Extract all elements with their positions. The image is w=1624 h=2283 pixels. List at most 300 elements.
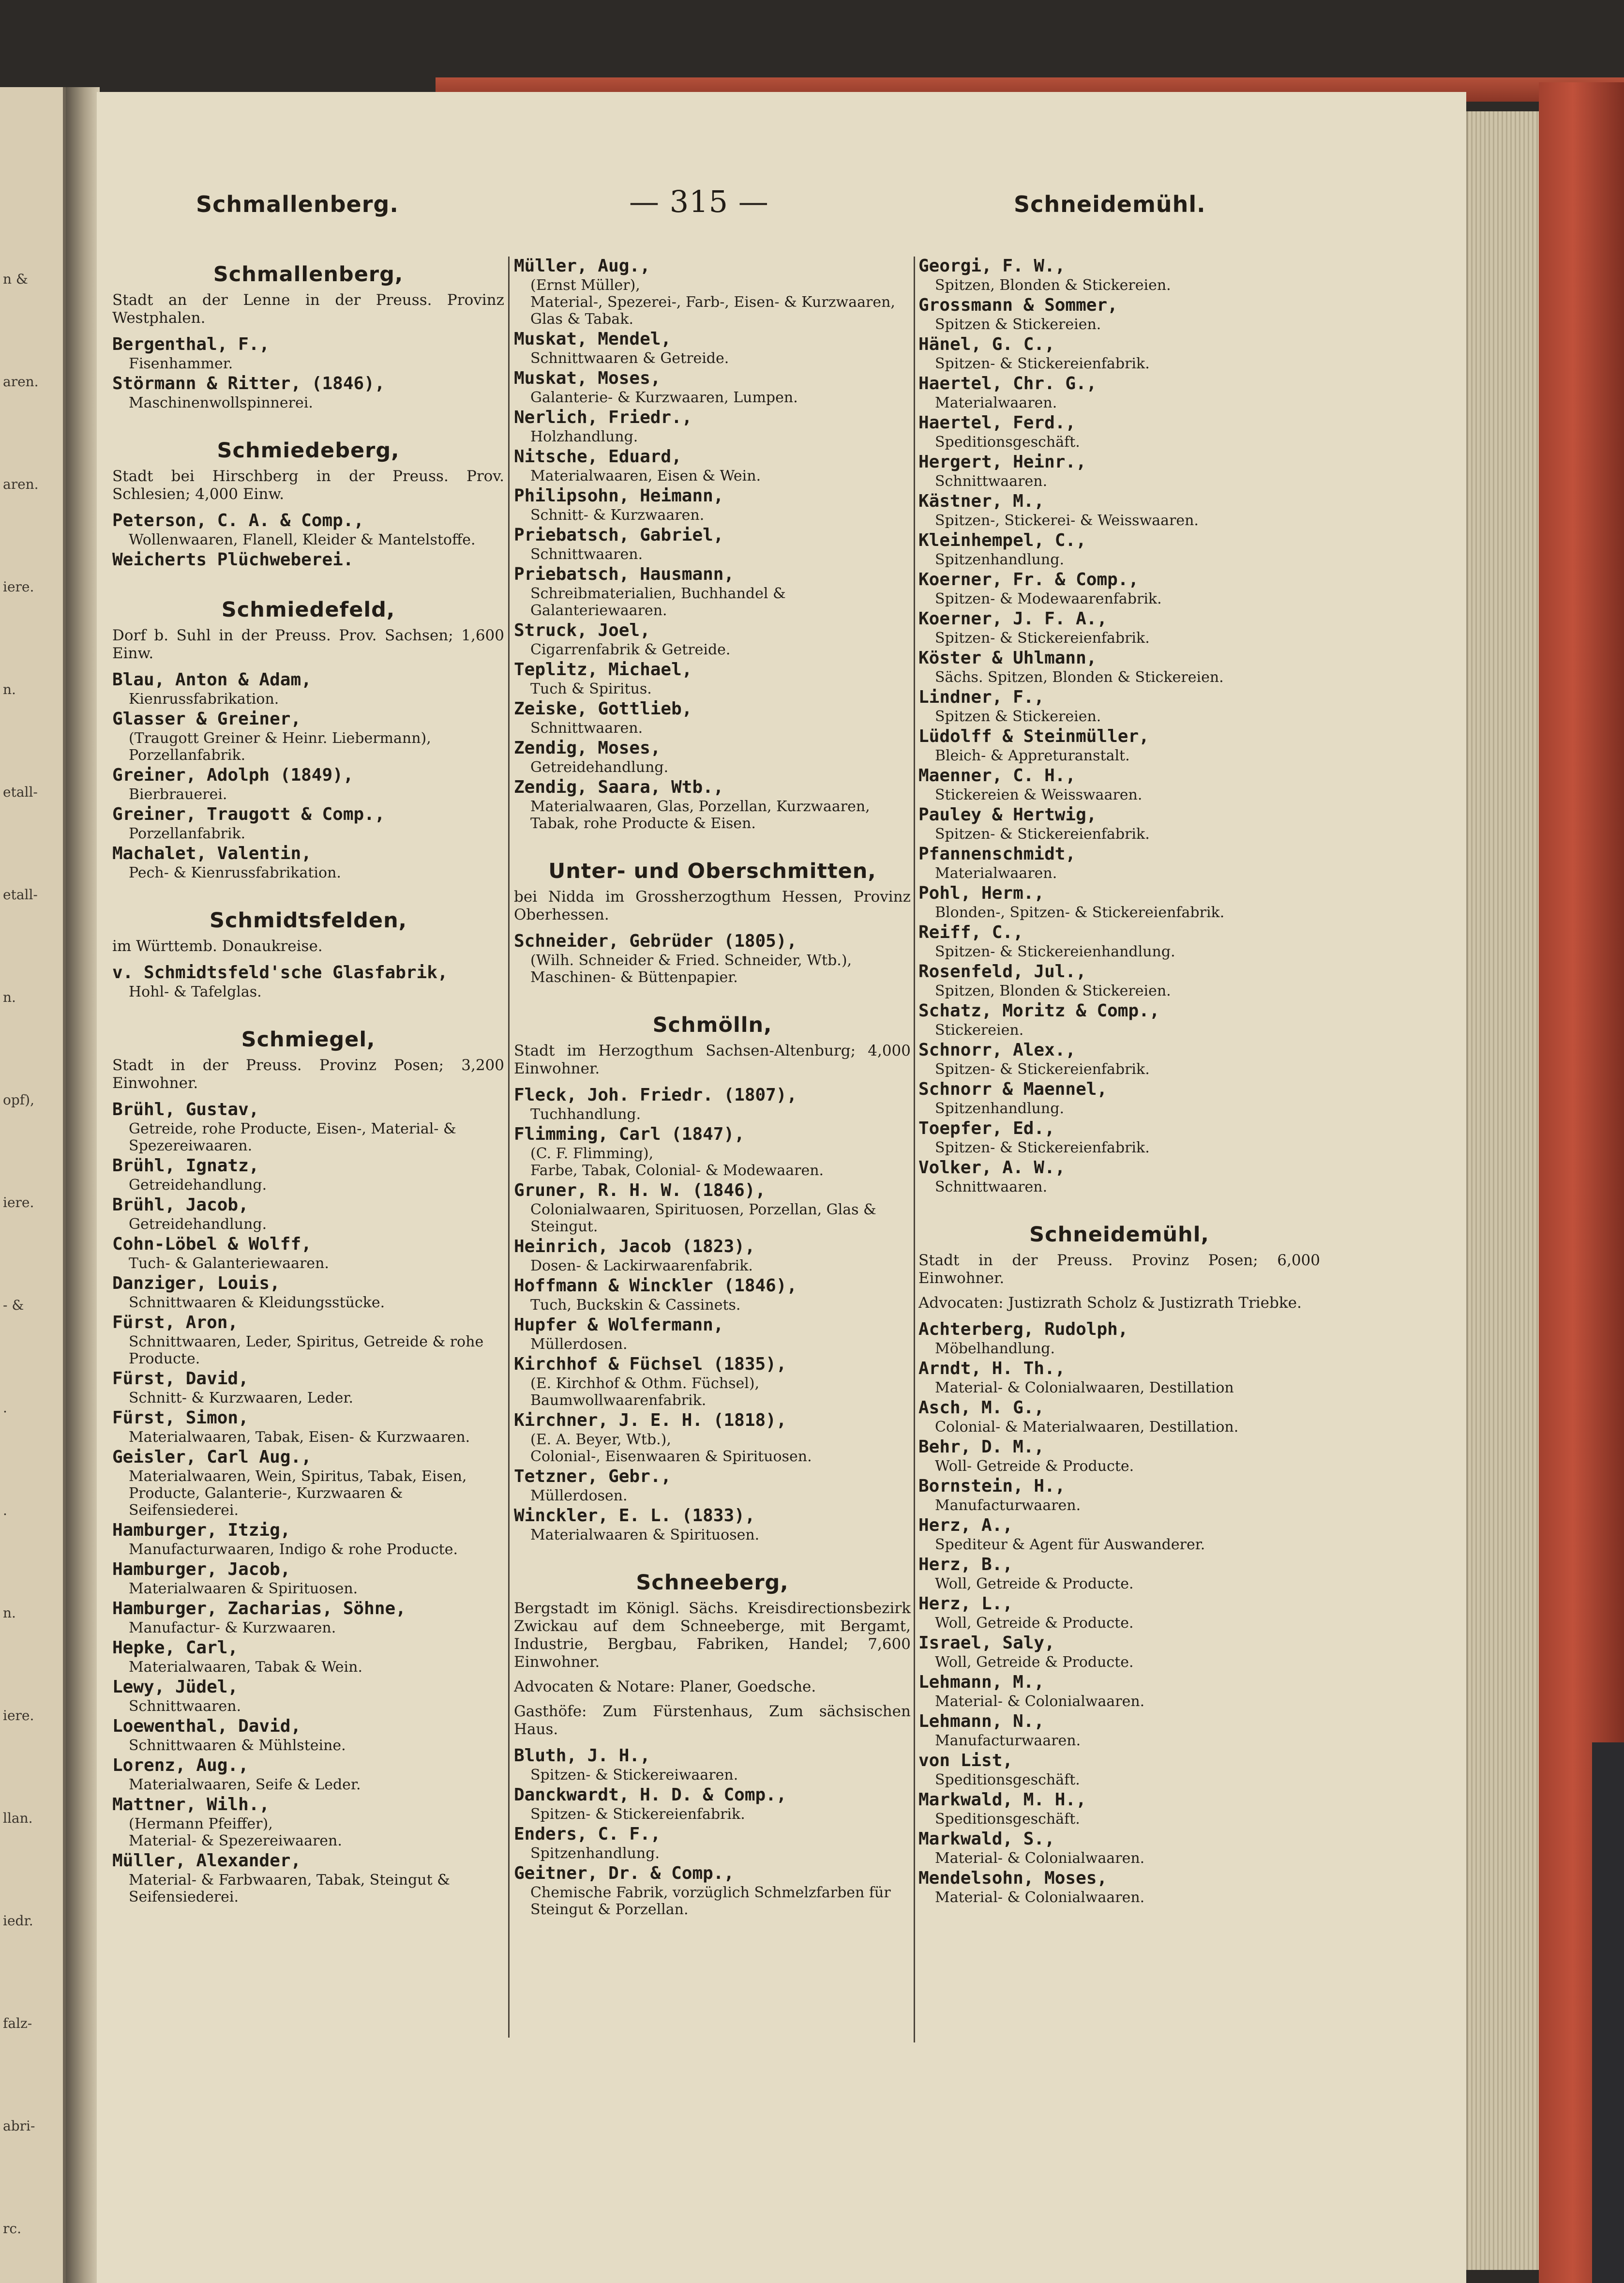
directory-entry — [918, 1436, 1320, 1475]
directory-entry — [112, 1677, 504, 1715]
entry-name: Tetzner, Gebr., — [514, 1467, 672, 1486]
directory-entry — [112, 669, 504, 708]
entry-detail: Materialwaaren & Spirituosen. — [530, 1527, 760, 1543]
directory-entry — [514, 1275, 911, 1314]
entry-name: Gruner, R. H. W. (1846), — [514, 1180, 766, 1200]
directory-entry — [918, 1711, 1320, 1749]
directory-entry — [112, 1850, 504, 1905]
directory-entry — [112, 1755, 504, 1793]
entry-detail: Material- & Colonialwaaren. — [935, 1693, 1145, 1710]
entry-name: Hamburger, Itzig, — [112, 1520, 291, 1540]
entry-detail: Material-, Spezerei-, Farb-, Eisen- & Kurzwaaren, Glas & Tabak. — [530, 294, 895, 328]
margin-fragment: rc. — [3, 2221, 21, 2237]
directory-entry — [514, 329, 911, 367]
entry-detail: Materialwaaren. — [935, 865, 1057, 882]
entry-detail: Schnittwaaren. — [530, 720, 643, 737]
town-description: Bergstadt im Königl. Sächs. Kreisdirectionsbezirk Zwickau auf dem Schneeberge, mit Bergamt, Industrie, Bergbau, Fabriken, Handel; 7,600 Einwohner. — [514, 1600, 911, 1671]
entry-name: Reiff, C., — [918, 922, 1023, 942]
entry-name: Enders, C. F., — [514, 1824, 661, 1844]
entry-detail: Schnittwaaren & Mühlsteine. — [129, 1737, 346, 1754]
entry-detail: Spitzen- & Stickereienfabrik. — [935, 630, 1150, 647]
entry-detail: Woll, Getreide & Producte. — [935, 1654, 1134, 1671]
section-spacer — [918, 1196, 1320, 1216]
entry-detail: Schnittwaaren. — [530, 546, 643, 563]
directory-entry — [514, 659, 911, 697]
entry-name: Georgi, F. W., — [918, 256, 1066, 276]
entry-name: Zeiske, Gottlieb, — [514, 699, 692, 719]
entry-detail: Speditionsgeschäft. — [935, 1811, 1080, 1828]
entry-name: Maenner, C. H., — [918, 766, 1076, 786]
directory-entry — [514, 1124, 911, 1179]
margin-fragment: aren. — [3, 374, 39, 390]
entry-detail: Manufactur- & Kurzwaaren. — [129, 1619, 336, 1636]
directory-entry — [918, 804, 1320, 843]
entry-name: Grossmann & Sommer, — [918, 295, 1118, 315]
entry-name: Greiner, Traugott & Comp., — [112, 804, 385, 824]
directory-entry — [112, 804, 504, 842]
entry-name: Greiner, Adolph (1849), — [112, 765, 354, 785]
directory-entry — [514, 407, 911, 445]
entry-detail: Müllerdosen. — [530, 1336, 628, 1353]
entry-detail: Woll, Getreide & Producte. — [935, 1575, 1134, 1592]
entry-detail: Spitzen & Stickereien. — [935, 708, 1101, 725]
facing-page-fragment — [0, 87, 66, 2283]
entry-name: Fleck, Joh. Friedr. (1807), — [514, 1085, 797, 1105]
entry-name: Herz, L., — [918, 1594, 1013, 1614]
entry-name: Philipsohn, Heimann, — [514, 486, 724, 506]
entry-name: Geisler, Carl Aug., — [112, 1447, 312, 1467]
directory-entry — [112, 1234, 504, 1272]
directory-entry — [918, 883, 1320, 921]
entry-name: Köster & Uhlmann, — [918, 648, 1097, 668]
entry-name: Bluth, J. H., — [514, 1746, 650, 1766]
entry-detail: Material- & Farbwaaren, Tabak, Steingut & Seifensiederei. — [129, 1872, 450, 1905]
entry-name: Zendig, Saara, Wtb., — [514, 777, 724, 797]
entry-detail: Spitzen-, Stickerei- & Weisswaaren. — [935, 512, 1199, 529]
entry-name: Hänel, G. C., — [918, 334, 1055, 354]
entry-detail: Möbelhandlung. — [935, 1340, 1055, 1357]
directory-entry — [112, 765, 504, 803]
margin-fragment: etall- — [3, 887, 38, 903]
town-heading: Schmölln, — [652, 1013, 772, 1037]
entry-name: Störmann & Ritter, (1846), — [112, 374, 385, 393]
entry-name: Kirchner, J. E. H. (1818), — [514, 1410, 787, 1430]
margin-fragment: . — [3, 1400, 7, 1416]
directory-entry — [918, 726, 1320, 764]
entry-detail: Schnittwaaren & Getreide. — [530, 350, 729, 367]
entry-detail: Schnittwaaren, Leder, Spiritus, Getreide & rohe Producte. — [129, 1333, 484, 1367]
entry-name: Pauley & Hertwig, — [918, 805, 1097, 825]
book-gutter — [66, 87, 100, 2283]
entry-detail: (Traugott Greiner & Heinr. Liebermann), — [129, 730, 431, 747]
entry-detail: Schnitt- & Kurzwaaren. — [530, 507, 705, 524]
entry-detail: Materialwaaren, Seife & Leder. — [129, 1776, 361, 1793]
entry-name: Priebatsch, Gabriel, — [514, 525, 724, 545]
entry-detail: Material- & Colonialwaaren, Destillation — [935, 1379, 1234, 1396]
entry-name: Lindner, F., — [918, 687, 1045, 707]
entry-detail: Holzhandlung. — [530, 428, 638, 445]
entry-detail: Hohl- & Tafelglas. — [129, 983, 262, 1000]
directory-entry — [514, 525, 911, 563]
margin-fragment: . — [3, 1502, 7, 1518]
directory-entry — [514, 1410, 911, 1465]
directory-entry — [514, 256, 911, 328]
entry-name: Israel, Saly, — [918, 1633, 1055, 1653]
directory-entry — [918, 1319, 1320, 1357]
entry-detail: Spitzen- & Modewaarenfabrik. — [935, 590, 1162, 607]
entry-detail: Colonialwaaren, Spirituosen, Porzellan, Glas & Steingut. — [530, 1201, 876, 1235]
entry-name: Teplitz, Michael, — [514, 660, 692, 680]
directory-entry — [514, 1315, 911, 1353]
entry-detail: Spediteur & Agent für Auswanderer. — [935, 1536, 1205, 1553]
entry-name: Brühl, Gustav, — [112, 1100, 259, 1119]
entry-detail: Materialwaaren & Spirituosen. — [129, 1580, 358, 1597]
directory-entry — [918, 1868, 1320, 1906]
entry-name: Toepfer, Ed., — [918, 1119, 1055, 1138]
entry-name: Asch, M. G., — [918, 1398, 1045, 1418]
directory-entry — [918, 922, 1320, 960]
entry-detail: Spitzen- & Stickereienfabrik. — [935, 1139, 1150, 1156]
directory-entry — [918, 569, 1320, 607]
town-notes: Advocaten & Notare: Planer, Goedsche. — [514, 1678, 816, 1695]
entry-name: Struck, Joel, — [514, 620, 650, 640]
directory-entry — [918, 491, 1320, 529]
town-heading: Schneidemühl, — [1029, 1223, 1209, 1247]
entry-name: Fürst, Aron, — [112, 1313, 239, 1332]
entry-name: Kirchhof & Füchsel (1835), — [514, 1354, 787, 1374]
margin-fragment: llan. — [3, 1810, 33, 1826]
entry-name: Haertel, Ferd., — [918, 413, 1076, 433]
entry-detail: (E. Kirchhof & Othm. Füchsel), — [530, 1375, 760, 1392]
directory-entry — [918, 765, 1320, 803]
section-spacer — [514, 833, 911, 852]
entry-name: Nerlich, Friedr., — [514, 408, 692, 427]
entry-detail: Material- & Colonialwaaren. — [935, 1850, 1145, 1867]
entry-detail: Dosen- & Lackirwaarenfabrik. — [530, 1257, 753, 1274]
section-spacer — [112, 412, 504, 432]
directory-entry — [514, 1505, 911, 1543]
entry-detail: Material- & Spezereiwaaren. — [129, 1832, 342, 1849]
directory-entry — [112, 1794, 504, 1849]
entry-name: Lüdolff & Steinmüller, — [918, 726, 1149, 746]
column-1 — [112, 256, 504, 1906]
entry-name: Geitner, Dr. & Comp., — [514, 1863, 735, 1883]
entry-name: Hergert, Heinr., — [918, 452, 1086, 472]
entry-name: Hepke, Carl, — [112, 1638, 239, 1658]
margin-fragment: n. — [3, 1605, 16, 1621]
directory-entry — [514, 564, 911, 619]
directory-entry — [918, 1789, 1320, 1828]
directory-entry — [514, 698, 911, 737]
entry-name: Lorenz, Aug., — [112, 1755, 249, 1775]
entry-name: Peterson, C. A. & Comp., — [112, 511, 364, 530]
entry-name: Lewy, Jüdel, — [112, 1677, 239, 1697]
entry-name: v. Schmidtsfeld'sche Glasfabrik, — [112, 963, 448, 983]
entry-detail: (E. A. Beyer, Wtb.), — [530, 1431, 671, 1448]
directory-entry — [918, 1829, 1320, 1867]
directory-entry — [514, 931, 911, 986]
entry-detail: Pech- & Kienrussfabrikation. — [129, 864, 341, 881]
directory-entry — [514, 777, 911, 832]
directory-entry — [112, 1637, 504, 1676]
town-description: im Württemb. Donaukreise. — [112, 937, 323, 955]
entry-detail: Spitzenhandlung. — [935, 551, 1064, 568]
directory-entry — [112, 1407, 504, 1446]
entry-detail: Sächs. Spitzen, Blonden & Stickereien. — [935, 669, 1224, 686]
book-spine-dark — [1592, 1742, 1624, 2283]
entry-detail: Getreidehandlung. — [530, 759, 669, 776]
entry-name: Glasser & Greiner, — [112, 709, 301, 729]
entry-name: Behr, D. M., — [918, 1437, 1045, 1457]
entry-name: Priebatsch, Hausmann, — [514, 564, 735, 584]
entry-detail: Spitzen- & Stickereienhandlung. — [935, 943, 1175, 960]
town-heading: Schmiegel, — [241, 1028, 376, 1052]
directory-entry — [112, 843, 504, 881]
town-notes: Advocaten: Justizrath Scholz & Justizrath Triebke. — [918, 1294, 1302, 1312]
margin-fragment: etall- — [3, 784, 38, 800]
directory-entry — [918, 373, 1320, 411]
directory-entry — [514, 1085, 911, 1123]
entry-name: Brühl, Jacob, — [112, 1195, 249, 1215]
entry-name: Hamburger, Zacharias, Söhne, — [112, 1599, 406, 1618]
entry-name: Muskat, Mendel, — [514, 329, 672, 349]
entry-detail: Fisenhammer. — [129, 355, 233, 372]
column-2 — [514, 256, 911, 1919]
entry-detail: Chemische Fabrik, vorzüglich Schmelzfarben für Steingut & Porzellan. — [530, 1884, 891, 1918]
margin-fragment: n. — [3, 681, 16, 697]
page-edges — [1466, 111, 1541, 2270]
section-spacer — [514, 987, 911, 1006]
directory-entry — [112, 1099, 504, 1154]
town-heading: Schmidtsfelden, — [209, 908, 407, 933]
directory-entry — [918, 412, 1320, 451]
entry-detail: Speditionsgeschäft. — [935, 434, 1080, 451]
directory-entry — [514, 1784, 911, 1823]
entry-name: Fürst, Simon, — [112, 1408, 249, 1428]
entry-detail: Schnittwaaren. — [129, 1698, 241, 1715]
entry-name: Danckwardt, H. D. & Comp., — [514, 1785, 787, 1805]
margin-fragment: falz- — [3, 2015, 32, 2031]
entry-name: Koerner, Fr. & Comp., — [918, 570, 1139, 590]
entry-name: Haertel, Chr. G., — [918, 374, 1097, 393]
entry-detail: Materialwaaren, Eisen & Wein. — [530, 468, 761, 484]
town-heading: Schneeberg, — [636, 1571, 789, 1595]
entry-detail: (Ernst Müller), — [530, 277, 640, 294]
directory-entry — [918, 530, 1320, 568]
entry-detail: Getreide, rohe Producte, Eisen-, Material- & Spezereiwaaren. — [129, 1120, 456, 1154]
entry-detail: Tuch & Spiritus. — [530, 680, 652, 697]
margin-fragment: abri- — [3, 2118, 35, 2134]
margin-fragment: n. — [3, 989, 16, 1005]
entry-detail: Colonial- & Materialwaaren, Destillation. — [935, 1419, 1239, 1436]
entry-name: Bergenthal, F., — [112, 334, 270, 354]
directory-entry — [514, 1863, 911, 1918]
entry-detail: Schnittwaaren & Kleidungsstücke. — [129, 1294, 385, 1311]
directory-entry — [112, 1155, 504, 1194]
town-description: bei Nidda im Grossherzogthum Hessen, Provinz Oberhessen. — [514, 888, 911, 923]
entry-detail: Tuch- & Galanteriewaaren. — [129, 1255, 329, 1272]
entry-detail: Woll, Getreide & Producte. — [935, 1615, 1134, 1632]
entry-detail: Schreibmaterialien, Buchhandel & Galanteriewaaren. — [530, 585, 786, 619]
directory-entry — [918, 1672, 1320, 1710]
town-description: Dorf b. Suhl in der Preuss. Prov. Sachsen; 1,600 Einw. — [112, 627, 504, 662]
entry-name: Winckler, E. L. (1833), — [514, 1506, 755, 1526]
directory-entry — [514, 1745, 911, 1784]
entry-detail: Woll- Getreide & Producte. — [935, 1458, 1134, 1475]
directory-entry — [918, 1633, 1320, 1671]
entry-detail: Getreidehandlung. — [129, 1216, 267, 1233]
entry-detail: Maschinenwollspinnerei. — [129, 394, 313, 411]
directory-entry — [112, 709, 504, 764]
town-heading: Schmiedefeld, — [221, 598, 395, 622]
entry-name: Müller, Aug., — [514, 256, 650, 276]
directory-entry — [918, 687, 1320, 725]
entry-detail: Spitzen- & Stickereienfabrik. — [935, 355, 1150, 372]
entry-detail: Müllerdosen. — [530, 1487, 628, 1504]
entry-detail: Porzellanfabrik. — [129, 747, 246, 764]
entry-detail: Baumwollwaarenfabrik. — [530, 1392, 707, 1409]
directory-entry — [918, 1554, 1320, 1592]
directory-entry — [918, 256, 1320, 294]
entry-name: Weicherts Plüchweberei. — [112, 550, 354, 570]
entry-detail: Spitzen- & Stickereienfabrik. — [935, 826, 1150, 843]
directory-entry — [514, 1180, 911, 1235]
entry-name: Cohn-Löbel & Wolff, — [112, 1234, 312, 1254]
directory-entry — [112, 549, 504, 571]
entry-detail: Galanterie- & Kurzwaaren, Lumpen. — [530, 389, 798, 406]
entry-name: Mattner, Wilh., — [112, 1795, 270, 1814]
entry-detail: Kienrussfabrikation. — [129, 691, 279, 708]
town-heading: Schmiedeberg, — [217, 438, 400, 463]
directory-entry — [918, 295, 1320, 333]
directory-entry — [112, 373, 504, 411]
entry-name: Koerner, J. F. A., — [918, 609, 1108, 629]
directory-entry — [514, 620, 911, 658]
entry-detail: Spitzen, Blonden & Stickereien. — [935, 983, 1171, 999]
directory-entry — [514, 446, 911, 484]
entry-detail: Bierbrauerei. — [129, 786, 227, 803]
section-spacer — [112, 572, 504, 591]
entry-detail: Bleich- & Appreturanstalt. — [935, 747, 1130, 764]
margin-fragment: iere. — [3, 579, 34, 595]
directory-entry — [112, 334, 504, 372]
directory-entry — [918, 1397, 1320, 1436]
directory-entry — [514, 368, 911, 406]
margin-fragment: opf), — [3, 1092, 34, 1108]
entry-name: Lehmann, M., — [918, 1672, 1045, 1692]
entry-detail: Maschinen- & Büttenpapier. — [530, 969, 738, 986]
entry-name: Herz, B., — [918, 1555, 1013, 1574]
directory-entry — [918, 1515, 1320, 1553]
directory-entry — [112, 1273, 504, 1311]
entry-name: Markwald, S., — [918, 1829, 1055, 1849]
entry-detail: Spitzen, Blonden & Stickereien. — [935, 277, 1171, 294]
entry-detail: Spitzen- & Stickereienfabrik. — [935, 1061, 1150, 1078]
town-heading: Schmallenberg, — [213, 262, 404, 287]
entry-detail: Getreidehandlung. — [129, 1177, 267, 1194]
section-spacer — [514, 1544, 911, 1564]
directory-entry — [514, 1824, 911, 1862]
directory-entry — [112, 1312, 504, 1367]
column-rule — [914, 257, 915, 2042]
directory-entry — [514, 1466, 911, 1504]
entry-detail: Manufacturwaaren. — [935, 1732, 1081, 1749]
entry-detail: Tuch, Buckskin & Cassinets. — [530, 1297, 741, 1314]
entry-detail: (C. F. Flimming), — [530, 1145, 654, 1162]
entry-name: Loewenthal, David, — [112, 1716, 301, 1736]
page-number: — 315 — — [629, 184, 769, 219]
margin-fragment: iere. — [3, 1708, 34, 1724]
directory-entry — [514, 738, 911, 776]
entry-name: Lehmann, N., — [918, 1711, 1045, 1731]
entry-name: Schnorr, Alex., — [918, 1040, 1076, 1060]
directory-entry — [918, 961, 1320, 999]
entry-detail: Schnitt- & Kurzwaaren, Leder. — [129, 1390, 353, 1406]
entry-name: Hoffmann & Winckler (1846), — [514, 1276, 797, 1296]
section-spacer — [112, 882, 504, 902]
entry-detail: Spitzenhandlung. — [530, 1845, 660, 1862]
entry-detail: Spitzen & Stickereien. — [935, 316, 1101, 333]
entry-name: Blau, Anton & Adam, — [112, 670, 312, 690]
column-rule — [508, 257, 510, 2038]
entry-detail: (Hermann Pfeiffer), — [129, 1815, 273, 1832]
directory-entry — [112, 1194, 504, 1233]
entry-name: Bornstein, H., — [918, 1476, 1066, 1496]
town-notes: Gasthöfe: Zum Fürstenhaus, Zum sächsischen Haus. — [514, 1703, 911, 1738]
running-header-right: Schneidemühl. — [1014, 191, 1206, 217]
directory-entry — [112, 1520, 504, 1558]
entry-name: Herz, A., — [918, 1515, 1013, 1535]
entry-name: Danziger, Louis, — [112, 1273, 280, 1293]
entry-detail: Tuchhandlung. — [530, 1106, 641, 1123]
entry-name: Arndt, H. Th., — [918, 1359, 1066, 1378]
directory-entry — [918, 334, 1320, 372]
directory-entry — [514, 485, 911, 524]
directory-entry — [918, 844, 1320, 882]
town-description: Stadt an der Lenne in der Preuss. Provinz Westphalen. — [112, 291, 504, 327]
directory-entry — [918, 1040, 1320, 1078]
entry-detail: Materialwaaren. — [935, 394, 1057, 411]
entry-detail: Farbe, Tabak, Colonial- & Modewaaren. — [530, 1162, 824, 1179]
directory-entry — [112, 1598, 504, 1636]
entry-detail: Manufacturwaaren, Indigo & rohe Producte. — [129, 1541, 458, 1558]
entry-detail: Speditionsgeschäft. — [935, 1771, 1080, 1788]
directory-entry — [112, 1716, 504, 1754]
entry-detail: Wollenwaaren, Flanell, Kleider & Mantelstoffe. — [129, 531, 476, 548]
entry-detail: Materialwaaren, Wein, Spiritus, Tabak, Eisen, Producte, Galanterie-, Kurzwaaren & Seifensiederei. — [129, 1468, 467, 1519]
entry-detail: Materialwaaren, Glas, Porzellan, Kurzwaaren, Tabak, rohe Producte & Eisen. — [530, 798, 870, 832]
entry-name: von List, — [918, 1751, 1013, 1770]
entry-name: Muskat, Moses, — [514, 368, 661, 388]
directory-entry — [918, 1079, 1320, 1117]
town-description: Stadt in der Preuss. Provinz Posen; 3,200 Einwohner. — [112, 1057, 504, 1092]
directory-entry — [112, 1447, 504, 1519]
entry-name: Fürst, David, — [112, 1369, 249, 1389]
town-description: Stadt in der Preuss. Provinz Posen; 6,000 Einwohner. — [918, 1252, 1320, 1287]
entry-detail: Material- & Colonialwaaren. — [935, 1889, 1145, 1906]
directory-entry — [918, 1750, 1320, 1788]
entry-detail: Spitzen- & Stickereienfabrik. — [530, 1806, 745, 1823]
entry-name: Zendig, Moses, — [514, 738, 661, 758]
entry-name: Schneider, Gebrüder (1805), — [514, 931, 797, 951]
directory-entry — [112, 1368, 504, 1406]
directory-entry — [112, 510, 504, 548]
margin-fragment: - & — [3, 1297, 24, 1313]
entry-detail: Porzellanfabrik. — [129, 825, 246, 842]
column-3 — [918, 256, 1320, 1907]
margin-fragment: n & — [3, 271, 28, 287]
entry-name: Hamburger, Jacob, — [112, 1559, 291, 1579]
